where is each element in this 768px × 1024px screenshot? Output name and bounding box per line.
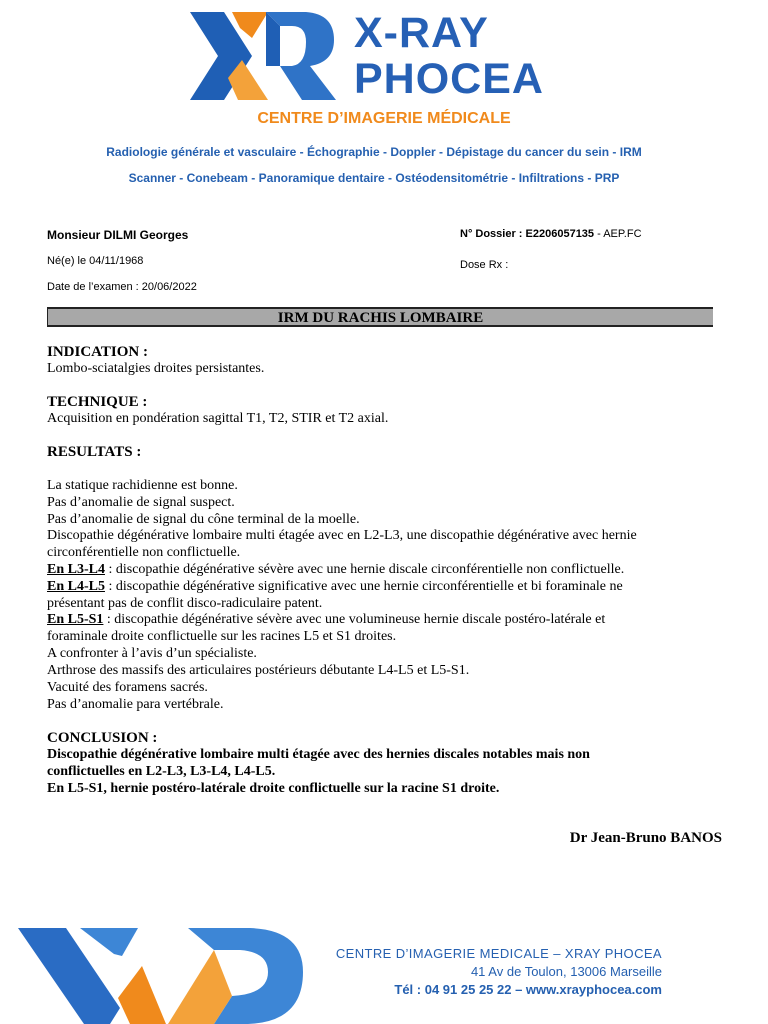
level-text-l5-s1: : discopathie dégénérative sévère avec une volumineuse hernie discale postéro-latérale et (103, 612, 606, 627)
level-text-l3-l4: : discopathie dégénérative sévère avec une hernie discale circonférentielle non conflictuelle. (104, 562, 625, 577)
result-line: Vacuité des foramens sacrés. (47, 680, 208, 695)
indication-text: Lombo-sciatalgies droites persistantes. (47, 361, 265, 376)
conclusion-heading: CONCLUSION : (47, 730, 158, 746)
dose-rx: Dose Rx : (460, 259, 509, 271)
result-l4-l5 (47, 579, 623, 596)
footer-address: 41 Av de Toulon, 13006 Marseille (470, 964, 662, 979)
dossier-number (460, 228, 642, 240)
indication-heading: INDICATION : (47, 344, 148, 360)
technique-text: Acquisition en pondération sagittal T1, T2, STIR et T2 axial. (47, 411, 389, 426)
result-l3-l4 (47, 562, 624, 579)
level-label-l5-s1: En L5-S1 (47, 612, 104, 627)
xr-logo-icon (188, 8, 348, 108)
results-heading: RESULTATS : (47, 444, 142, 460)
result-line: A confronter à l’avis d’un spécialiste. (47, 646, 257, 661)
conclusion-line: conflictuelles en L2-L3, L3-L4, L4-L5. (47, 764, 276, 779)
footer-center-name: CENTRE D’IMAGERIE MEDICALE – XRAY PHOCEA (335, 946, 662, 961)
result-line: Arthrose des massifs des articulaires postérieurs débutante L4-L5 et L5-S1. (47, 663, 470, 678)
services-line-2: Scanner - Conebeam - Panoramique dentaire - Ostéodensitométrie - Infiltrations - PRP (128, 171, 620, 185)
result-line: Pas d’anomalie de signal suspect. (47, 495, 235, 510)
center-title: CENTRE D’IMAGERIE MÉDICALE (257, 110, 511, 127)
result-line: présentant pas de conflit disco-radiculaire patent. (47, 596, 323, 611)
result-line: Pas d’anomalie para vertébrale. (47, 697, 224, 712)
footer-contact: Tél : 04 91 25 25 22 – www.xrayphocea.com (394, 982, 662, 997)
report-title: IRM DU RACHIS LOMBAIRE (277, 310, 484, 326)
conclusion-line: En L5-S1, hernie postéro-latérale droite conflictuelle sur la racine S1 droite. (47, 781, 500, 796)
services-line-1: Radiologie générale et vasculaire - Échographie - Doppler - Dépistage du cancer du sein - IRM (106, 145, 642, 159)
level-label-l3-l4: En L3-L4 (47, 562, 105, 577)
result-line: circonférentielle non conflictuelle. (47, 545, 241, 560)
result-line: La statique rachidienne est bonne. (47, 478, 238, 493)
report-title-bar (47, 307, 713, 327)
doctor-signature: Dr Jean-Bruno BANOS (569, 830, 722, 846)
footer-logo-icon (18, 926, 303, 1024)
technique-heading: TECHNIQUE : (47, 394, 148, 410)
result-line: foraminale droite conflictuelle sur les racines L5 et S1 droites. (47, 629, 397, 644)
logo-text-phocea: PHOCEA (354, 55, 544, 103)
dossier-suffix: - AEP.FC (594, 228, 642, 240)
patient-birthdate: Né(e) le 04/11/1968 (47, 255, 144, 267)
conclusion-line: Discopathie dégénérative lombaire multi étagée avec des hernies discales notables mais non (47, 747, 590, 762)
result-line: Pas d’anomalie de signal du cône terminal de la moelle. (47, 512, 360, 527)
result-l5-s1 (47, 612, 605, 629)
logo-text-xray: X-RAY (354, 9, 489, 57)
patient-name: Monsieur DILMI Georges (47, 228, 189, 242)
level-label-l4-l5: En L4-L5 (47, 579, 105, 594)
result-line: Discopathie dégénérative lombaire multi étagée avec en L2-L3, une discopathie dégénérative avec hernie (47, 528, 637, 543)
level-text-l4-l5: : discopathie dégénérative significative avec une hernie circonférentielle et bi foraminale ne (104, 579, 623, 594)
exam-date: Date de l’examen : 20/06/2022 (47, 281, 197, 293)
header-logo (188, 8, 644, 108)
dossier-label: N° Dossier : E2206057135 (460, 228, 595, 240)
